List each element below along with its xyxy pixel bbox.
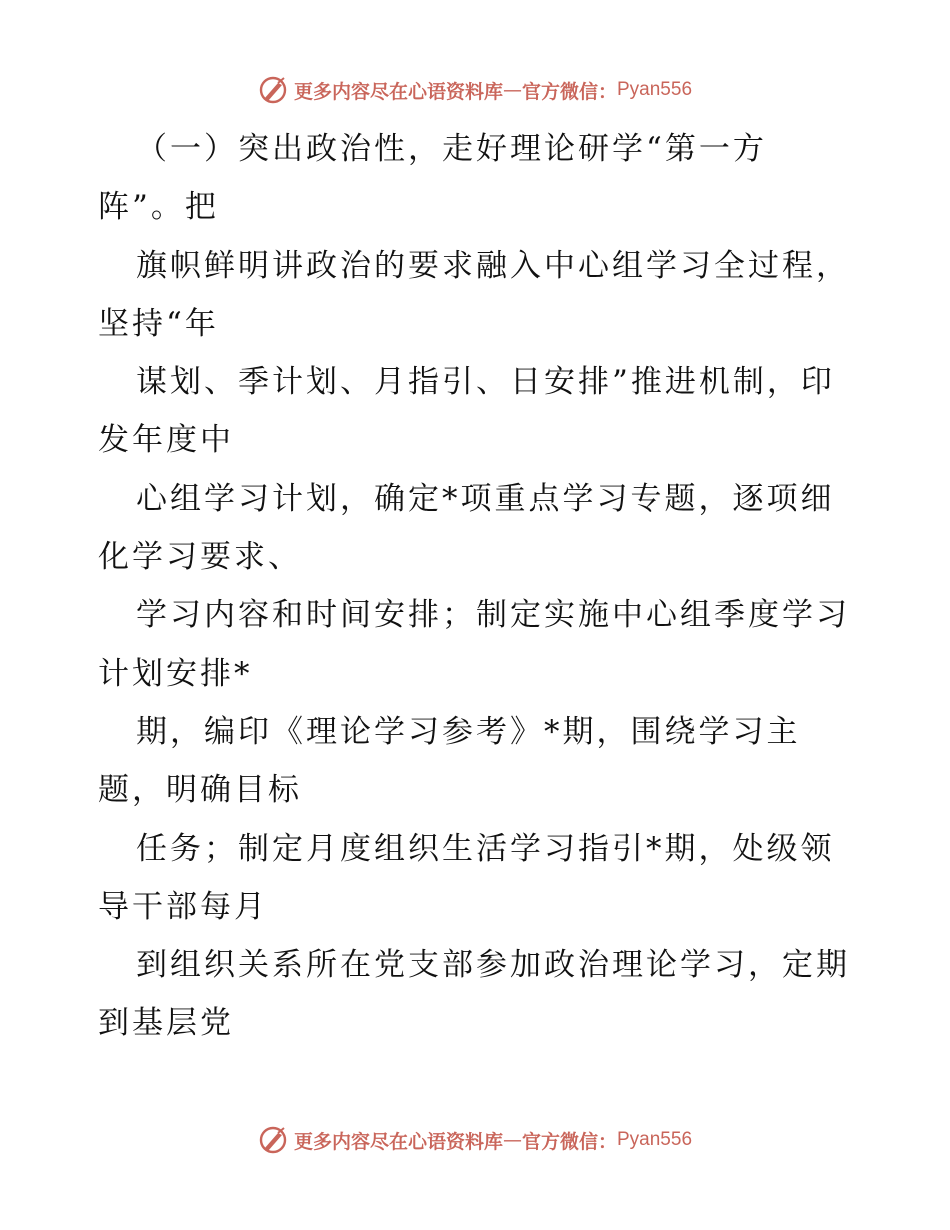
text-line: 发年度中 bbox=[98, 422, 234, 459]
quill-pen-logo-icon bbox=[258, 75, 288, 105]
document-body bbox=[98, 120, 858, 1053]
text-line: 期，编印《理论学习参考》*期，围绕学习主 bbox=[136, 713, 801, 750]
text-line: 坚持“年 bbox=[98, 305, 219, 342]
text-line: 学习内容和时间安排；制定实施中心组季度学习 bbox=[136, 597, 850, 634]
text-line: （一）突出政治性，走好理论研学“第一方 bbox=[136, 131, 767, 167]
watermark-wechat-id: Pyan556 bbox=[617, 1129, 693, 1150]
watermark-separator: — bbox=[502, 79, 522, 101]
footer-watermark bbox=[0, 1120, 950, 1160]
watermark-wechat-label: 官方微信： bbox=[521, 80, 617, 103]
text-line: 任务；制定月度组织生活学习指引*期，处级领 bbox=[136, 830, 835, 867]
header-watermark bbox=[0, 70, 950, 110]
text-line: 导干部每月 bbox=[98, 888, 268, 925]
watermark-separator: — bbox=[502, 1129, 522, 1151]
text-line: 谋划、季计划、月指引、日安排”推进机制，印 bbox=[136, 364, 835, 401]
text-line: 题，明确目标 bbox=[98, 772, 302, 809]
watermark-brand: 更多内容尽在心语资料库 bbox=[293, 1130, 503, 1153]
text-line: 到组织关系所在党支部参加政治理论学习，定期 bbox=[136, 947, 850, 984]
text-line: 心组学习计划，确定*项重点学习专题，逐项细 bbox=[136, 480, 835, 517]
watermark-brand: 更多内容尽在心语资料库 bbox=[293, 80, 503, 103]
text-line: 到基层党 bbox=[98, 1005, 234, 1042]
text-line: 计划安排* bbox=[98, 655, 253, 692]
quill-pen-logo-icon bbox=[258, 1125, 288, 1155]
watermark-wechat-id: Pyan556 bbox=[617, 79, 693, 100]
watermark-wechat-label: 官方微信： bbox=[521, 1130, 617, 1153]
text-line: 化学习要求、 bbox=[98, 539, 302, 576]
text-line: 阵”。把 bbox=[98, 189, 219, 226]
text-line: 旗帜鲜明讲政治的要求融入中心组学习全过程， bbox=[136, 247, 850, 284]
